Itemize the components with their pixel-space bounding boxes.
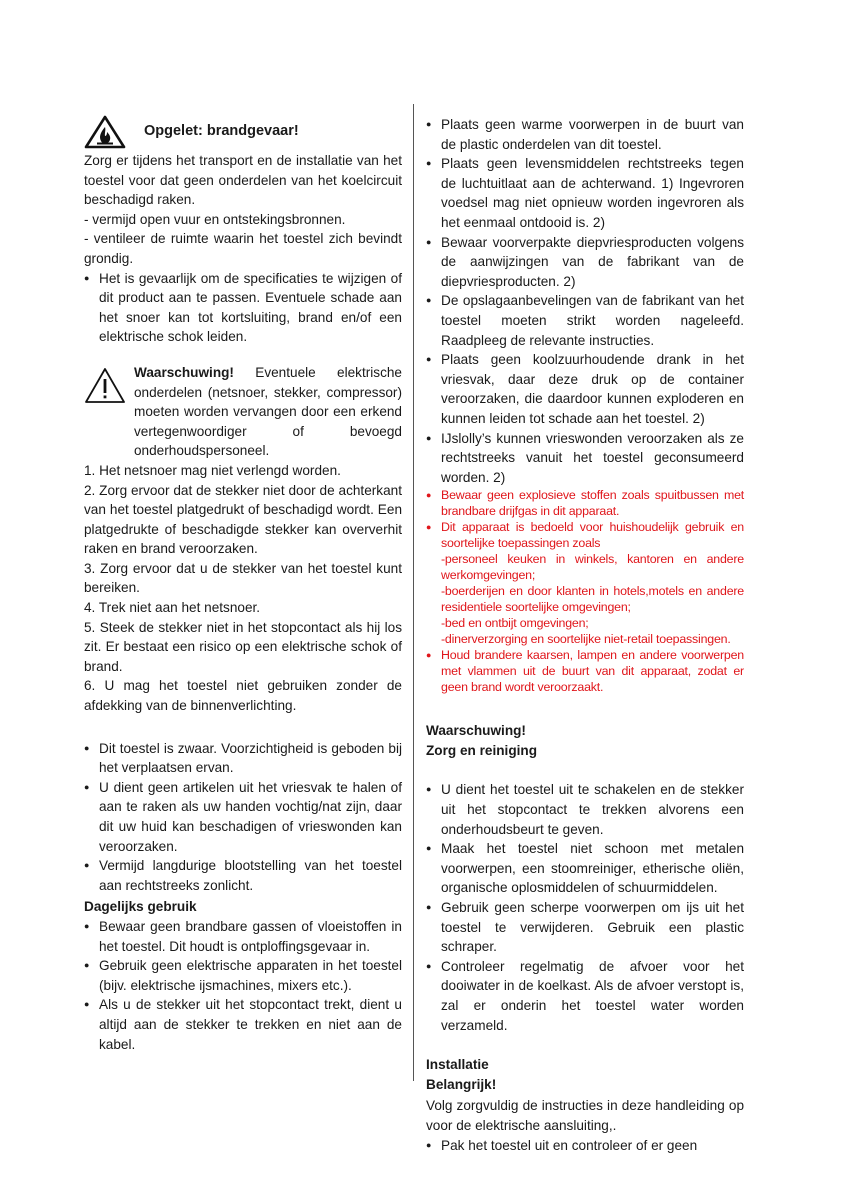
list-item: ● Plaats geen levensmiddelen rechtstreeks tegen de luchtuitlaat aan de achterwand. 1) Ingevroren voedsel mag niet opnieuw worden ingevroren als het eenmaal ontdooid is. 2) bbox=[426, 154, 744, 232]
numbered-item: 3. Zorg ervoor dat u de stekker van het toestel kunt bereiken. bbox=[84, 560, 402, 596]
red-list-item: ● Houd brandere kaarsen, lampen en andere voorwerpen met vlammen uit de buurt van dit apparaat, zodat er geen brand wordt veroorzaakt. bbox=[426, 647, 744, 695]
column-divider bbox=[413, 104, 414, 1081]
installation-text: Volg zorgvuldig de instructies in deze handleiding op voor de elektrische aansluiting,. bbox=[426, 1098, 744, 1133]
red-line: -boerderijen en door klanten in hotels,motels en andere residentiele soortelijke omgevingen; bbox=[441, 584, 744, 615]
list-item: ● Vermijd langdurige blootstelling van het toestel aan rechtstreeks zonlicht. bbox=[84, 856, 402, 895]
list-item: ● De opslagaanbevelingen van de fabrikant van het toestel moeten strikt worden nageleefd. Raadpleeg de relevante instructies. bbox=[426, 291, 744, 350]
warning-text: Eventuele elektrische onderdelen (netsnoer, stekker, compressor) moeten worden vervangen door een erkend vertegenwoordiger of bevoegd onderhoudspersoneel. bbox=[134, 364, 402, 459]
list-item: ● Plaats geen koolzuurhoudende drank in het vriesvak, daar deze druk op de container veroorzaken, die daardoor kunnen exploderen en kunnen leiden tot schade aan het toestel. 2) bbox=[426, 350, 744, 428]
list-item: ● Gebruik geen scherpe voorwerpen om ijs uit het toestel te verwijderen. Gebruik een plastic schraper. bbox=[426, 898, 744, 957]
left-column bbox=[84, 115, 402, 1054]
list-item: ● Bewaar geen brandbare gassen of vloeistoffen in het toestel. Dit houdt is ontploffingsgevaar in. bbox=[84, 917, 402, 956]
numbered-item: 1. Het netsnoer mag niet verlengd worden. bbox=[84, 462, 341, 478]
red-line: ● Dit apparaat is bedoeld voor huishoudelijk gebruik en soortelijke toepassingen zoals bbox=[441, 520, 744, 551]
numbered-item: 6. U mag het toestel niet gebruiken zonder de afdekking van de binnenverlichting. bbox=[84, 678, 402, 714]
red-line: -personeel keuken in winkels, kantoren en andere werkomgevingen; bbox=[441, 552, 744, 583]
red-list-item bbox=[426, 519, 744, 647]
list-item: ● U dient het toestel uit te schakelen en de stekker uit het stopcontact te trekken alvorens een onderhoudsbeurt te geven. bbox=[426, 780, 744, 839]
fire-hazard-icon bbox=[84, 115, 126, 149]
care-heading: Zorg en reiniging bbox=[426, 742, 538, 758]
list-item: ● Controleer regelmatig de afvoer voor het dooiwater in de koelkast. Als de afvoer verstopt is, zal er onderin het toestel water worden verzameld. bbox=[426, 957, 744, 1035]
numbered-item: 4. Trek niet aan het netsnoer. bbox=[84, 600, 261, 616]
list-item: ● IJslolly’s kunnen vrieswonden veroorzaken als ze rechtstreeks vanuit het toestel geconsumeerd worden. 2) bbox=[426, 429, 744, 488]
warning-icon bbox=[84, 367, 126, 405]
intro-text: Zorg er tijdens het transport en de installatie van het toestel voor dat geen onderdelen van het koelcircuit beschadigd raken. bbox=[84, 153, 402, 208]
list-item: ● Het is gevaarlijk om de specificaties te wijzigen of dit product aan te passen. Eventuele schade aan het snoer kan tot kortsluiting, brand en/of een elektrische schok leiden. bbox=[84, 269, 402, 347]
fire-warning-header bbox=[84, 115, 402, 149]
daily-use-heading: Dagelijks gebruik bbox=[84, 899, 197, 915]
red-list-item: ● Bewaar geen explosieve stoffen zoals spuitbussen met brandbare drijfgas in dit apparaat. bbox=[426, 487, 744, 519]
red-line: -bed en ontbijt omgevingen; bbox=[441, 616, 589, 631]
red-warning-list bbox=[426, 487, 744, 695]
list-item: ● Gebruik geen elektrische apparaten in het toestel (bijv. elektrische ijsmachines, mixers etc.). bbox=[84, 956, 402, 995]
right-column bbox=[426, 115, 744, 1155]
red-line: -dinerverzorging en soortelijke niet-retail toepassingen. bbox=[441, 632, 731, 647]
list-item: ● Dit toestel is zwaar. Voorzichtigheid is geboden bij het verplaatsen ervan. bbox=[84, 739, 402, 778]
dash-line: - ventileer de ruimte waarin het toestel zich bevindt grondig. bbox=[84, 231, 402, 266]
list-item: ● Als u de stekker uit het stopcontact trekt, dient u altijd aan de stekker te trekken en niet aan de kabel. bbox=[84, 995, 402, 1054]
warning-label: Waarschuwing! bbox=[134, 364, 234, 380]
list-item: ● U dient geen artikelen uit het vriesvak te halen of aan te raken als uw handen vochtig/nat zijn, daar dit uw huid kan beschadigen of vrieswonden kan veroorzaken. bbox=[84, 778, 402, 856]
list-item: ● Pak het toestel uit en controleer of er geen bbox=[426, 1136, 744, 1156]
numbered-list bbox=[84, 461, 402, 716]
installation-heading: Installatie bbox=[426, 1057, 489, 1073]
fire-warning-title: Opgelet: brandgevaar! bbox=[144, 123, 299, 140]
numbered-item: 2. Zorg ervoor dat de stekker niet door de achterkant van het toestel platgedrukt of beschadigd wordt. Een platgedrukte of beschadigde stekker kan oververhit raken en brand veroorzaken. bbox=[84, 482, 402, 557]
list-item: ● Plaats geen warme voorwerpen in de buurt van de plastic onderdelen van dit toestel. bbox=[426, 115, 744, 154]
important-heading: Belangrijk! bbox=[426, 1076, 497, 1092]
numbered-item: 5. Steek de stekker niet in het stopcontact als hij los zit. Er bestaat een risico op een elektrische schok of brand. bbox=[84, 619, 402, 674]
dash-line: - vermijd open vuur en ontstekingsbronnen. bbox=[84, 211, 346, 227]
list-item: ● Bewaar voorverpakte diepvriesproducten volgens de aanwijzingen van de fabrikant van de diepvriesproducten. 2) bbox=[426, 233, 744, 292]
warning-heading: Waarschuwing! bbox=[426, 723, 526, 739]
electrical-warning bbox=[84, 363, 402, 461]
list-item: ● Maak het toestel niet schoon met metalen voorwerpen, een stoomreiniger, etherische oliën, organische oplosmiddelen of schuurmiddelen. bbox=[426, 839, 744, 898]
